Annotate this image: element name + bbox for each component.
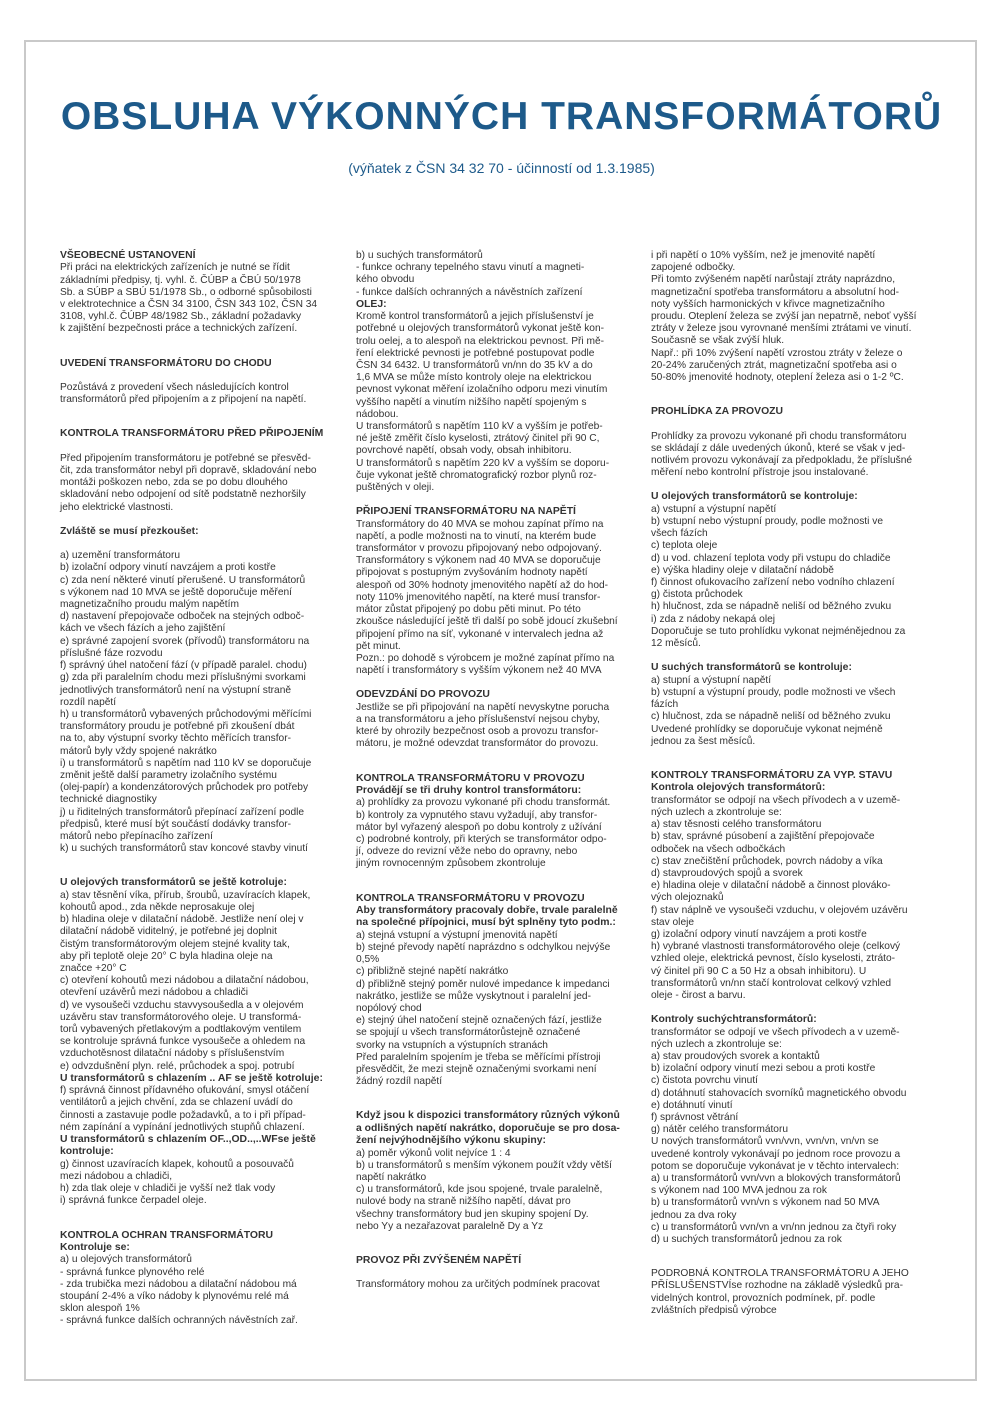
spacer (60, 1208, 345, 1230)
paragraph: Jestliže se při připojování na napětí nevyskytne porucha a na transformátoru a jeho příslušenství nejsou chyby, které by ohrozily bezpečnost osob a provozu transfor- mátoru, je možné odevzdat transformátor do provozu. (356, 701, 610, 750)
paragraph: a) stupní a výstupní napětí b) vstupní a výstupní proudy, podle možnosti ve všech fázích c) hlučnost, zda se nápadně neliší od běžného zvuku Uvedené prohlídky se doporučuje vykonat nejméně jednou za šest měsíců. (651, 674, 896, 747)
spacer (356, 871, 641, 893)
spacer (356, 751, 641, 773)
paragraph: a) poměr výkonů volit nejvíce 1 : 4 b) u transformátorů s menším výkonem použít vždy větší napětí nakrátko c) u transformátorů, kde jsou spojené, trvale paralelně, nulové body na straně nižšího napětí, dávat pro všechny transformátory bud jen skupiny spojení Dy. nebo Yy a nezařazovat paralelně Dy a Yz (356, 1147, 612, 1232)
section-heading: U suchých transformátorů se kontroluje: (651, 662, 852, 674)
section-heading: UVEDENÍ TRANSFORMÁTORU DO CHODU (60, 357, 272, 369)
column-left (60, 250, 345, 1328)
paragraph: g) činnost uzavíracích klapek, kohoutů a posouvačů mezi nádobou a chladiči, h) zda tlak oleje v chladiči je vyšší než tlak vody i) správná funkce čerpadel oleje. (60, 1158, 294, 1207)
paragraph: f) správná činnost přídavného ofukování, smysl otáčení ventilátorů a jejich chvění, zda se chlazení uvádí do činnosti a zastavuje podle požadavků, a to i při případ- ném zapínání a vypínání jednotlivých stupňů chlazení. (60, 1085, 310, 1133)
spacer (356, 677, 641, 689)
spacer (60, 441, 345, 453)
paragraph: Kromě kontrol transformátorů a jejich příslušenství je potřebné u olejových transformátorů vykonat ještě kon- trolu oelej, a to alespoň na elektrickou pevnost. Při mě- ření elektrické pevnosti je potřebné postupovat podle ČSN 34 6432. U transformátorů vn/nn do 35 kV a do 1,6 MVA se může místo kontroly oleje na elektrickou pevnost vykonat měření izolačního odporu mezi vinutím vyššího napětí a vinutím nižšího napětí spojeným s nádobou. U transformátorů s napětím 110 kV a vyšším je potřeb- né ještě změřit číslo kyselosti, ztrátový činitel při 90 C, povrchové napětí, obsah vody, obsah inhibitoru. U transformátorů s napětím 220 kV a vyšším se doporu- čuje vykonat ještě chromatografický rozbor plynů roz- puštěných v oleji. (356, 311, 610, 494)
spacer (651, 1246, 936, 1268)
paragraph: transformátor se odpojí ve všech přívodech a v uzemě- ných uzlech a zkontroluje se: a) stav proudových svorek a kontaktů b) izolační odpory vinutí mezi sebou a proti kostře c) čistota povrchu vinutí d) dotáhnutí stahovacích svorníků magnetického obvodu e) dotáhnutí vinutí f) správnost větrání g) nátěr celého transformátoru U nových transformátorů vvn/vvn, vvn/vn, vn/vn se uvedené kontroly vykonávají po jednom roce provozu a potom se doporučuje vykonávat je v těchto intervalech: a) u transformátorů vvn/vvn a blokových transformátorů s výkonem nad 100 MVA jednou za rok b) u transformátorů vvn/vn s výkonem nad 50 MVA jednou za dva roky c) u transformátorů vvn/vn a vn/nn jednou za čtyři roky d) u suchých transformátorů jednou za rok (651, 1026, 907, 1246)
column-middle (356, 250, 641, 1292)
paragraph: Před připojením transformátoru je potřebné se přesvěd- čit, zda transformátor nebyl při dopravě, skladování nebo montáži poškozen nebo, zda se po dobu dlouhého skladování nebo odpojení od sítě podstatně nezhoršily jeho elektrické vlastnosti. (60, 452, 317, 513)
paragraph: a) u olejových transformátorů - správná funkce plynového relé - zda trubička mezi nádobou a dilatační nádobou má stoupání 2-4% a víko nádoby k plynovému relé má sklon alespoň 1% - správná funkce dalších ochranných návěstních zař. (60, 1254, 298, 1327)
spacer (356, 494, 641, 506)
section-heading: KONTROLY TRANSFORMÁTORU ZA VYP. STAVU (651, 769, 893, 781)
section-heading: PROVOZ PŘI ZVÝŠENÉM NAPĚTÍ (356, 1255, 522, 1267)
spacer (651, 650, 936, 662)
section-heading: U olejových transformátorů se kontroluje: (651, 491, 858, 503)
spacer (60, 855, 345, 877)
paragraph: Transformátory mohou za určitých podmínek pracovat (356, 1279, 600, 1291)
section-heading: Kontrola olejových transformátorů: (651, 782, 826, 794)
section-heading: VŠEOBECNÉ USTANOVENÍ (60, 250, 196, 261)
page-subtitle: (výňatek z ČSN 34 32 70 - účinností od 1.3.1985) (348, 160, 655, 176)
paragraph: Transformátory do 40 MVA se mohou zapínat přímo na napětí, a podle možnosti na to vinutí, na kterém bude transformátor v provozu připojovaný nebo odpojovaný. Transformátory s výkonem nad 40 MVA se doporučuje připojovat s postupným zvyšováním hodnoty napětí alespoň od 30% hodnoty jmenovitého napětí až do hod- noty 110% jmenovitého napětí, na které musí transfor- mátor zůstat připojený po dobu pěti minut. Po této zkoušce následující ještě tři další po sobě jdoucí zkušební připojení přímo na síť, vykonané v intervalech jedna až pět minut. (356, 518, 618, 652)
section-heading: ODEVZDÁNÍ DO PROVOZU (356, 689, 490, 701)
spacer (60, 538, 345, 550)
spacer (60, 336, 345, 358)
paragraph: a) stav těsnění víka, přírub, šroubů, uzavíracích klapek, kohoutů apod., zda někde neprosakuje olej b) hladina oleje v dilatační nádobě. Jestliže není olej v dilatační nádobě viditelný, je potřebné jej doplnit čistým transformátorovým olejem stejné kvality tak, aby při teplotě oleje 20° C byla hladina oleje na značce +20° C c) otevření kohoutů mezi nádobou a dilatační nádobou, otevření uzávěrů mezi nádobou a chladiči d) ve vysoušeči vzduchu stavvysoušedla a v olejovém uzávěru stav transformátorového oleje. U transformá- torů vybavených přetlakovým a podtlakovým ventilem se kontroluje správná funkce vysoušeče a ohledem na vzduchotěsnost dilatační nádoby s příslušenstvím e) odvzdušnění plyn. relé, průchodek a spoj. potrubí (60, 889, 311, 1072)
section-heading: KONTROLA OCHRAN TRANSFORMÁTORU Kontroluje se: (60, 1229, 273, 1254)
paragraph: Pozůstává z provedení všech následujících kontrol transformátorů před připojením a z připojení na napětí. (60, 382, 307, 406)
spacer (356, 1267, 641, 1279)
page-title: OBSLUHA VÝKONNÝCH TRANSFORMÁTORŮ (60, 95, 943, 138)
spacer (356, 1088, 641, 1110)
spacer (651, 419, 936, 431)
spacer (651, 748, 936, 770)
paragraph: a) uzemění transformátoru b) izolační odpory vinutí navzájem a proti kostře c) zda není některé vinutí přerušené. U transformátorů s výkonem nad 10 MVA se ještě doporučuje měření magnetizačního proudu malým napětím d) nastavení přepojovače odboček na stejných odboč- kách ve všech fázích a jeho zajištění e) správné zapojení svorek (přívodů) transformátoru na příslušné fáze rozvodu f) správný úhel natočení fází (v případě paralel. chodu) g) zda při paralelním chodu mezi příslušnými svorkami jednotlivých transformátorů není na výstupní straně rozdíl napětí h) u transformátorů vybavených průchodovými měřícími transformátory proudu je potřebné při zkoušení dbát na to, aby výstupní svorky těchto měřících transfor- mátorů byly vždy spojené nakrátko i) u transformátorů s napětím nad 110 kV se doporučuje změnit ještě další parametry izolačního systému (olej-papír) a kondenzátorových průchodek pro potřeby technické diagnostiky j) u řiditelných transformátorů přepínací zařízení podle předpisů, které musí být součástí dodávky transfor- mátorů nebo přepínacího zařízení k) u suchých transformátorů stav koncové stavby vinutí (60, 550, 312, 855)
section-heading: U transformátorů s chlazením OF..,OD..,..WFse ještě kontroluje: (60, 1134, 316, 1158)
section-heading: U olejových transformátorů se ještě kotroluje: (60, 877, 287, 889)
section-heading: U transformátorů s chlazením .. AF se ještě kotroluje: (60, 1072, 323, 1084)
section-heading: KONTROLA TRANSFORMÁTORU PŘED PŘIPOJENÍM (60, 428, 324, 440)
section-heading: Zvláště se musí přezkoušet: (60, 525, 199, 537)
section-heading: PROHLÍDKA ZA PROVOZU (651, 406, 783, 418)
spacer (651, 479, 936, 491)
spacer (60, 370, 345, 382)
paragraph: Pozn.: po dohodě s výrobcem je možné zapínat přímo na napětí i transformátory s vyšším výkonem než 40 MVA (356, 652, 615, 677)
paragraph: i při napětí o 10% vyšším, než je jmenovité napětí zapojené odbočky. Při tomto zvýšeném napětí narůstají ztráty naprázdno, magnetizační spotřeba transformátoru a absolutní hod- noty vyšších harmonických v křivce magnetizačního proudu. Oteplení železa se zvýší jan nepatrně, neboť vyšší ztráty v železe jsou vyrovnané menšími ztrátami ve vinutí. Současně se však zvýší hluk. Např.: při 10% zvýšení napětí vzrostou ztráty v železe o 20-24% zaručených ztrát, magnetizační spotřeba asi o 50-80% jmenovité hodnoty, oteplení železa asi o 1-2 ºC. (651, 250, 917, 384)
paragraph: a) stejná vstupní a výstupní jmenovitá napětí b) stejné převody napětí naprázdno s odchylkou nejvýše 0,5% c) přibližně stejné napětí nakrátko d) přibližně stejný poměr nulové impedance k impedanci nakrátko, jestliže se může vyskytnout i paralelní jed- nopólový chod e) stejný úhel natočení stejně označených fází, jestliže se spojují u všech transformátorůstejně označené svorky na vstupních a výstupních stranách Před paralelním spojením je třeba se měřícími přístroji přesvědčit, že mezi stejně označenými svorkami není žádný rozdíl napětí (356, 929, 611, 1088)
paragraph: a) prohlídky za provozu vykonané při chodu transformát. b) kontroly za vypnutého stavu vyžadují, aby transfor- mátor byl vyřazený alespoň po dobu kontroly z užívání c) podrobné kontroly, při kterých se transformátor odpo- jí, odveze do revizní věže nebo do opravny, nebo jiným rovnocenným způsobem zkontroluje (356, 797, 611, 870)
spacer (60, 406, 345, 428)
paragraph: PODROBNÁ KONTROLA TRANSFORMÁTORU A JEHO PŘÍSLUŠENSTVÍse rozhodne na základě výsledků pra- videlných kontrol, provozních podmínek, př. podle zvláštních předpisů výrobce (651, 1268, 909, 1316)
section-heading: PŘIPOJENÍ TRANSFORMÁTORU NA NAPĚTÍ (356, 506, 576, 518)
section-heading: Kontroly suchýchtransformátorů: (651, 1014, 817, 1026)
paragraph: Při práci na elektrických zařízeních je nutné se řídit základními předpisy, tj. vyhl. č. ČÚBP a ČBÚ 50/1978 Sb. a SÚBP a SBÚ 51/1978 Sb., o odborné spůsobilosti v elektrotechnice a ČSN 34 3100, ČSN 343 102, ČSN 34 3108, vyhl.č. ČÚBP 48/1982 Sb., základní požadavky k zajištění bezpečnosti práce a technických zařízení. (60, 262, 318, 335)
paragraph: b) u suchých transformátorů - funkce ochrany tepelného stavu vinutí a magneti- kého obvodu - funkce dalších ochranných a návěstních zařízení (356, 250, 585, 298)
spacer (651, 384, 936, 406)
section-heading: KONTROLA TRANSFORMÁTORU V PROVOZU Aby transformátory pracovaly dobře, trvale paralelně na společné přípojnici, musí být splněny tyto podm.: (356, 892, 618, 929)
paragraph: Prohlídky za provozu vykonané při chodu transformátoru se skládají z dále uvedených úkonů, které se však v jed- notlivém provozu vykonávají za předpokladu, že příslušné měření nebo kontrolní přístroje jsou instalované. (651, 430, 913, 479)
section-heading: OLEJ: (356, 298, 387, 310)
spacer (651, 1002, 936, 1014)
paragraph: a) vstupní a výstupní napětí b) vstupní nebo výstupní proudy, podle možnosti ve všech fázích c) teplota oleje d) u vod. chlazení teplota vody při vstupu do chladiče e) výška hladiny oleje v dilatační nádobě f) činnost ofukovacího zařízení nebo vodního chlazení g) čistota průchodek h) hlučnost, zda se nápadně neliší od běžného zvuku i) zda z nádoby nekapá olej Doporučuje se tuto prohlídku vykonat nejméněјednou za 12 měsíců. (651, 503, 906, 650)
paragraph: transformátor se odpojí na všech přívodech a v uzemě- ných uzlech a zkontroluje se: a) stav těsnosti celého transformátoru b) stav, správné púsobení a zajištění přepojovače odboček na všech odbočkách c) stav znečištění průchodek, povrch nádoby a víka d) stavproudových spojů a svorek e) hladina oleje v dilatační nádobě a činnost plováko- vých olejoznaků f) stav náplně ve vysoušeči vzduchu, v olejovém uzávěru stav oleje g) izolační odpory vinutí navzájem a proti kostře h) vybrané vlastnosti transformátorového oleje (celkový vzhled oleje, elektrická pevnost, číslo kyselosti, ztráto- vý činitel při 90 C a 50 Hz a obsah inhibitoru). U transformátorů vn/nn stačí kontrolovat celkový vzhled oleje - čirost a barvu. (651, 794, 908, 1001)
spacer (60, 514, 345, 526)
column-right (651, 250, 936, 1317)
section-heading: KONTROLA TRANSFORMÁTORU V PROVOZU Provádějí se tři druhy kontrol transformátoru: (356, 772, 585, 796)
spacer (356, 1233, 641, 1255)
section-heading: Když jsou k dispozici transformátory různých výkonů a odlišných napětí nakrátko, doporučuje se pro dosa- žení nejvýhodnějšího výkonu skupiny: (356, 1110, 620, 1147)
